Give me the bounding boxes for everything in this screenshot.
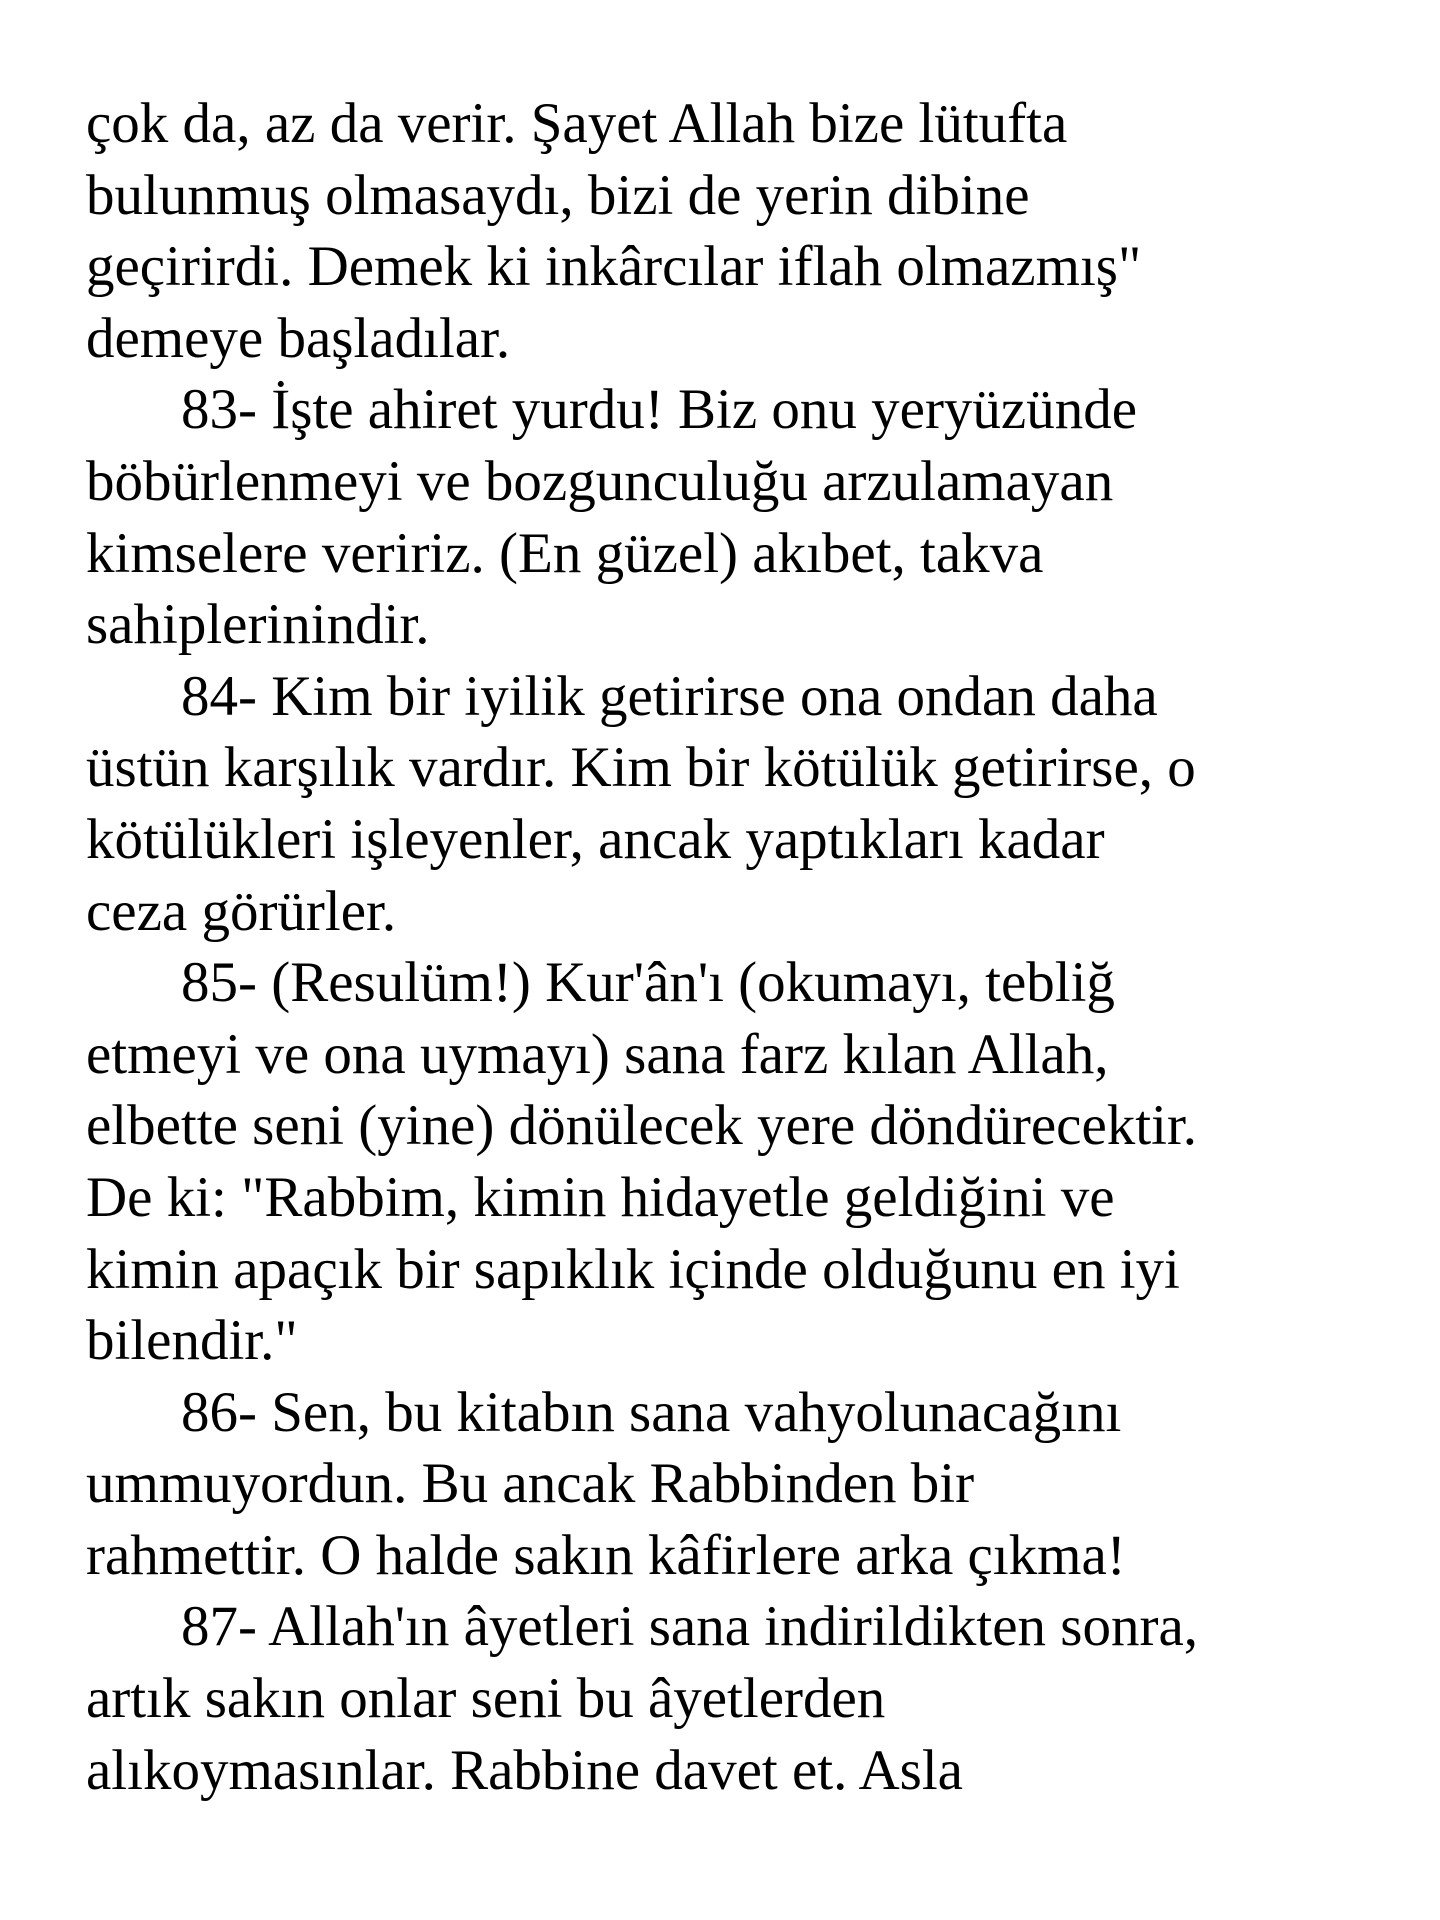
verse-84-start: 84- Kim bir iyilik getirirse ona ondan daha: [181, 664, 1158, 728]
text-line: demeye başladılar.: [86, 306, 511, 370]
text-line: sahiplerinindir.: [86, 593, 430, 657]
text-line: çok da, az da verir. Şayet Allah bize lütufta: [86, 92, 1068, 155]
text-line: bulunmuş olmasaydı, bizi de yerin dibine: [86, 163, 1030, 227]
text-line: kimselere veririz. (En güzel) akıbet, takva: [86, 521, 1044, 585]
verse-85-start: 85- (Resulüm!) Kur'ân'ı (okumayı, tebliğ: [181, 951, 1115, 1015]
text-line: böbürlenmeyi ve bozgunculuğu arzulamayan: [86, 449, 1114, 513]
text-line: kimin apaçık bir sapıklık içinde olduğunu en iyi: [86, 1237, 1180, 1301]
text-line: ummuyordun. Bu ancak Rabbinden bir: [86, 1452, 975, 1516]
text-line: geçirirdi. Demek ki inkârcılar iflah olmazmış": [86, 235, 1142, 299]
text-line: etmeyi ve ona uymayı) sana farz kılan Allah,: [86, 1022, 1109, 1086]
document-page: [86, 88, 1406, 1806]
text-line: bilendir.": [86, 1309, 298, 1373]
text-line: De ki: "Rabbim, kimin hidayetle geldiğini ve: [86, 1165, 1115, 1229]
text-line: üstün karşılık vardır. Kim bir kötülük getirirse, o: [86, 736, 1196, 800]
text-line: alıkoymasınlar. Rabbine davet et. Asla: [86, 1738, 963, 1802]
verse-86-start: 86- Sen, bu kitabın sana vahyolunacağını: [181, 1380, 1122, 1444]
text-line: kötülükleri işleyenler, ancak yaptıkları kadar: [86, 807, 1105, 871]
text-line: rahmettir. O halde sakın kâfirlere arka çıkma!: [86, 1523, 1126, 1587]
text-line: elbette seni (yine) dönülecek yere döndürecektir.: [86, 1094, 1198, 1158]
verse-83-start: 83- İşte ahiret yurdu! Biz onu yeryüzünde: [181, 378, 1138, 442]
verse-87-start: 87- Allah'ın âyetleri sana indirildikten sonra,: [181, 1595, 1199, 1659]
text-line: ceza görürler.: [86, 879, 397, 943]
text-line: artık sakın onlar seni bu âyetlerden: [86, 1667, 886, 1731]
